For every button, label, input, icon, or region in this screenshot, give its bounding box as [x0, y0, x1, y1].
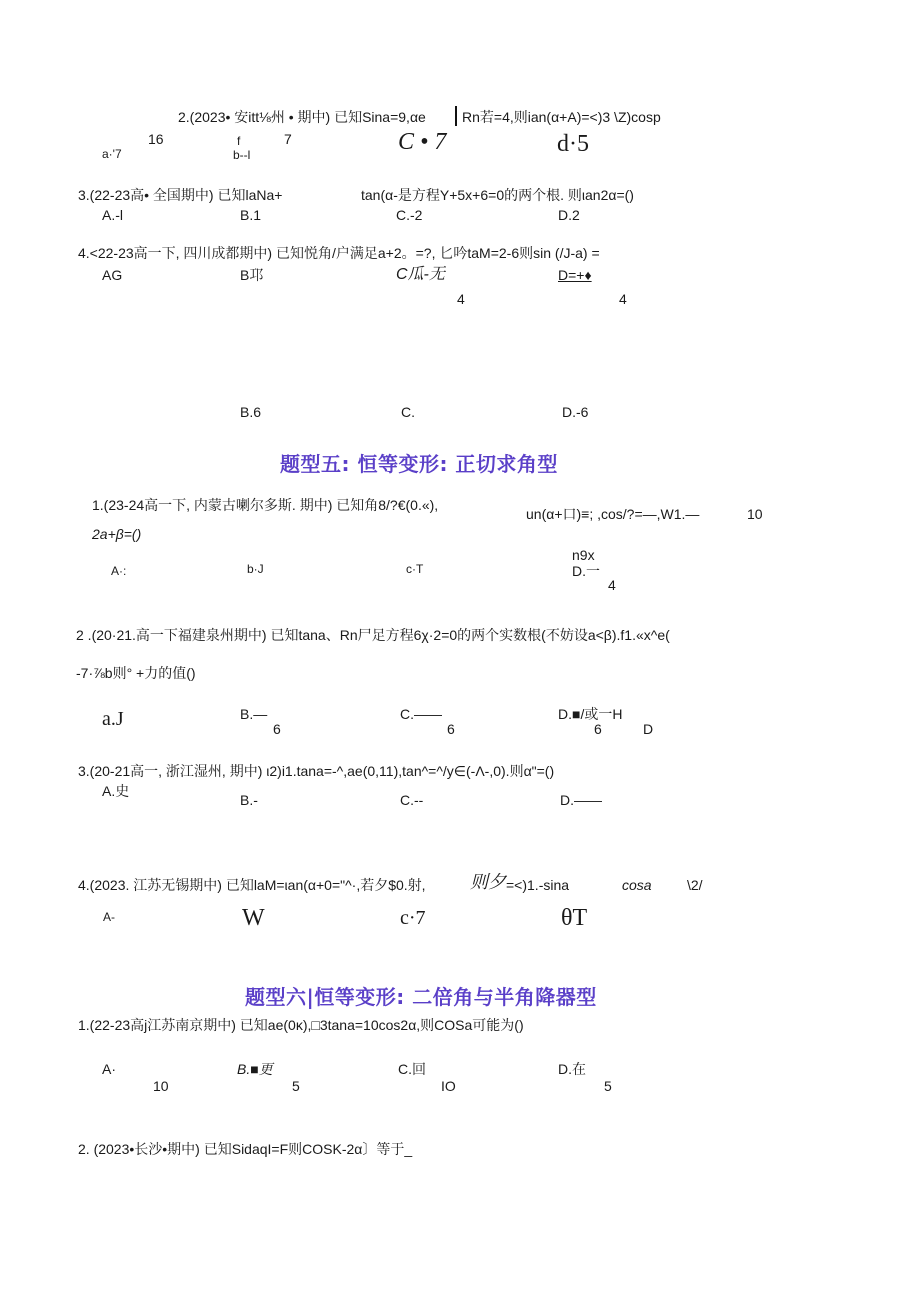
- q4-option-b: B邛: [240, 267, 264, 283]
- q4-option-c: C瓜-无: [396, 266, 445, 283]
- s5-q2-option-c: C.——: [400, 706, 442, 722]
- s5-q4-option-d: θT: [561, 905, 588, 931]
- s5-q2-option-b: B.—: [240, 706, 268, 722]
- s6-q1-option-d-denominator: 5: [604, 1078, 612, 1094]
- s5-q4-stem-tail: \2/: [687, 877, 703, 893]
- s5-q2-stem-continued: -7·⅞b则° +力的值(): [76, 665, 196, 681]
- q2-option-b-mark: f: [237, 134, 241, 148]
- s5-q1-stem-number: 10: [747, 506, 763, 522]
- q2-option-d: d·5: [557, 131, 589, 157]
- q4-option-a: AG: [102, 267, 123, 283]
- q2-option-a-numerator: 16: [148, 131, 164, 147]
- s5-q4-stem-italic: 则夕: [470, 872, 506, 892]
- q2-option-a: a·'7: [102, 147, 122, 161]
- q3-option-b: B.1: [240, 207, 262, 223]
- q4-option-d-denominator: 4: [619, 291, 627, 307]
- q4-option-b-repeat: B.6: [240, 404, 262, 420]
- s5-q3-stem: 3.(20-21高一, 浙江湿州, 期中) ι2)i1.tana=-^,ae(0,11),tan^=^/y∈(-Λ-,0).则α"=(): [78, 763, 555, 779]
- s5-q4-option-a: A-: [103, 910, 115, 924]
- s6-q2-stem: 2. (2023•长沙•期中) 已知SidaqI=F则COSK-2α〕等于_: [78, 1141, 413, 1157]
- q4-stem: 4.<22-23高一下, 四川成都期中) 已知悦角/户满足a+2。=?, 匕吟taM=2-6则sin (/J-a) =: [78, 245, 600, 261]
- s5-q3-option-d: D.——: [560, 792, 602, 808]
- q3-option-d: D.2: [558, 207, 580, 223]
- s5-q4-stem-cosa: cosa: [622, 877, 652, 893]
- q4-option-d: D=+♦: [558, 267, 592, 283]
- s6-q1-stem: 1.(22-23高j江苏南京期中) 已知ae(0κ),□3tana=10cos2α,则COSa可能为(): [78, 1017, 524, 1033]
- s5-q1-stem-continued: un(α+口)≡; ,cos/?=—,W1.—: [526, 506, 700, 522]
- s6-q1-option-b-denominator: 5: [292, 1078, 300, 1094]
- s5-q1-ask: 2a+β=(): [92, 526, 142, 542]
- q3-option-c: C.-2: [396, 207, 423, 223]
- s5-q1-option-c: c·T: [406, 562, 424, 576]
- s5-q1-option-b: b·J: [247, 562, 264, 576]
- section-5-title: 题型五: 恒等变形: 正切求角型: [280, 452, 558, 476]
- s5-q2-option-d-denominator: 6: [594, 721, 602, 737]
- s5-q4-stem-continued: =<)1.-sina: [506, 877, 570, 893]
- q4-option-c-repeat: C.: [401, 404, 415, 420]
- q2-stem: 2.(2023• 安itt⅛州 • 期中) 已知Sina=9,αe: [178, 109, 426, 125]
- q2-option-b: b--l: [233, 148, 251, 162]
- section-6-title: 题型六|恒等变形: 二倍角与半角降器型: [245, 985, 597, 1009]
- s6-q1-option-d: D.在: [558, 1061, 586, 1077]
- q3-option-a: A.-l: [102, 207, 123, 223]
- q2-option-b-numerator: 7: [284, 131, 292, 147]
- q3-stem: 3.(22-23高• 全国期中) 已知laNa+: [78, 187, 283, 203]
- s5-q1-option-d-denominator: 4: [608, 577, 616, 593]
- q2-stem-continued: Rn若=4,则ian(α+A)=<)3 \Z)cosp: [462, 109, 661, 125]
- s5-q2-stem: 2 .(20·21.高一下福建泉州期中) 已知tana、Rn尸足方程6χ·2=0的两个实数根(不妨设a<β).f1.«x^e(: [76, 627, 670, 643]
- s5-q1-option-a: A·:: [111, 564, 127, 578]
- divider-bar: [455, 106, 457, 126]
- s5-q3-option-b: B.-: [240, 792, 258, 808]
- s5-q2-option-a: a.J: [102, 708, 124, 730]
- s5-q1-option-d-top: n9x: [572, 547, 595, 563]
- s6-q1-option-b: B.■更: [237, 1061, 273, 1077]
- s5-q3-option-c: C.--: [400, 792, 424, 808]
- q2-option-c: C • 7: [398, 129, 447, 155]
- s6-q1-option-a-denominator: 10: [153, 1078, 169, 1094]
- s5-q2-option-d-denominator-2: D: [643, 721, 654, 737]
- s6-q1-option-a: A·: [102, 1061, 116, 1077]
- s5-q1-option-d: D.一: [572, 563, 600, 579]
- s6-q1-option-c-denominator: IO: [441, 1078, 456, 1094]
- s5-q1-stem: 1.(23-24高一下, 内蒙古喇尔多斯. 期中) 已知角8/?€(0.«),: [92, 497, 439, 513]
- q3-stem-continued: tan(α-是方程Y+5x+6=0的两个根. 则ιan2α=(): [361, 187, 634, 203]
- s5-q2-option-d: D.■/或一H: [558, 706, 623, 722]
- s6-q1-option-c: C.回: [398, 1061, 426, 1077]
- s5-q4-stem: 4.(2023. 江苏无锡期中) 已知laM=ιan(α+0="^·,若夕$0.射,: [78, 877, 426, 893]
- s5-q2-option-b-denominator: 6: [273, 721, 281, 737]
- q4-option-c-denominator: 4: [457, 291, 465, 307]
- s5-q3-option-a: A.史: [102, 783, 130, 799]
- s5-q4-option-c: c·7: [400, 907, 426, 929]
- q4-option-d-repeat: D.-6: [562, 404, 589, 420]
- s5-q4-option-b: W: [242, 905, 265, 931]
- s5-q2-option-c-denominator: 6: [447, 721, 455, 737]
